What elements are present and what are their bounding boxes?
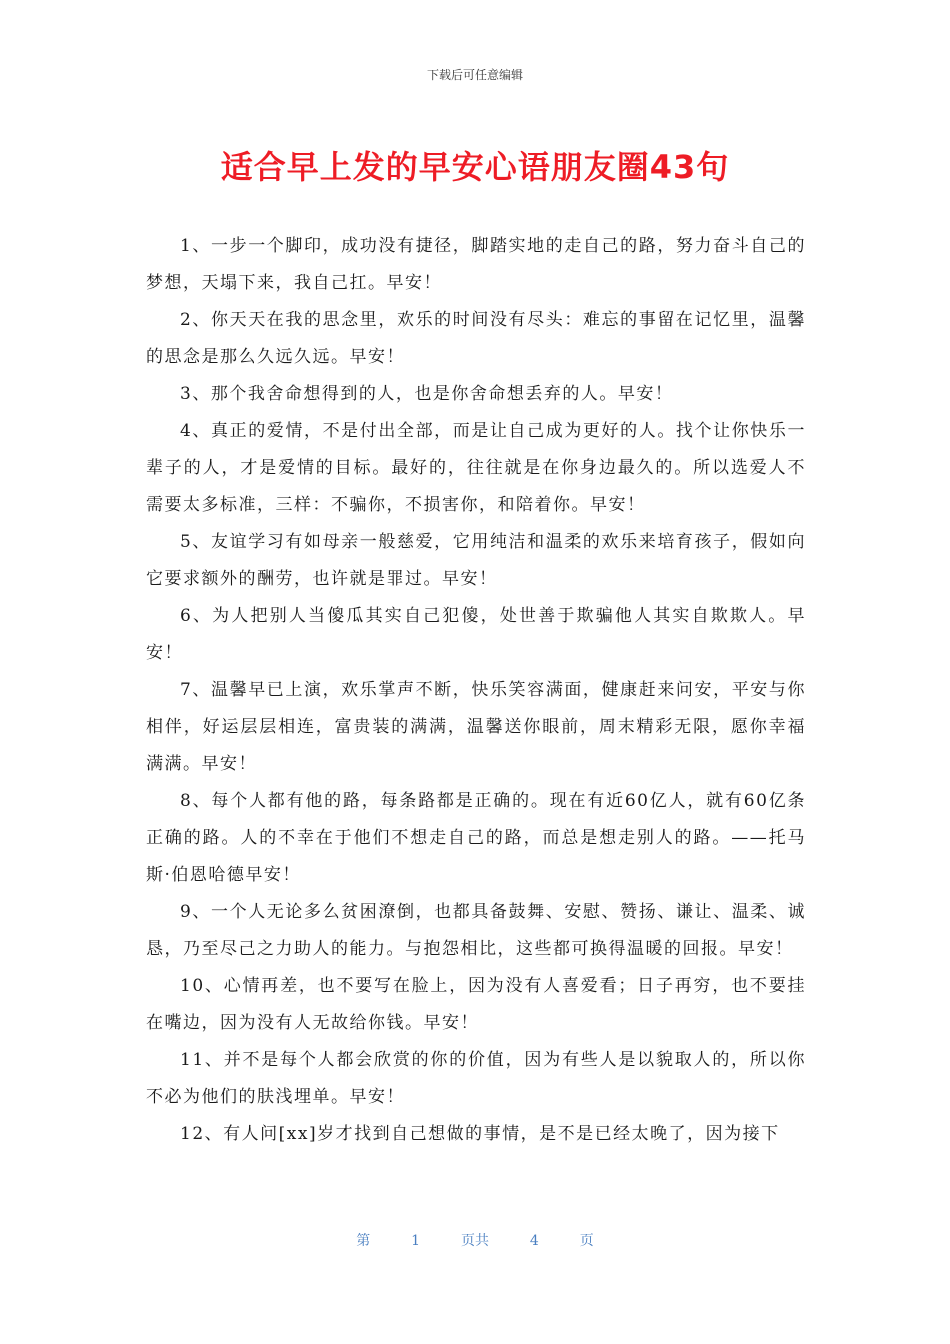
footer-total-pages: 4	[529, 1233, 539, 1249]
paragraph-1: 1、一步一个脚印，成功没有捷径，脚踏实地的走自己的路，努力奋斗自己的梦想，天塌下来，我自己扛。早安！	[146, 236, 806, 293]
footer-suffix: 页	[579, 1233, 594, 1249]
paragraph-12: 12、有人问[xx]岁才找到自己想做的事情，是不是已经太晚了，因为接下	[180, 1124, 780, 1144]
page-footer	[0, 1230, 950, 1250]
paragraph-6: 6、为人把别人当傻瓜其实自己犯傻，处世善于欺骗他人其实自欺欺人。早安！	[146, 606, 806, 663]
paragraph-7: 7、温馨早已上演，欢乐掌声不断，快乐笑容满面，健康赶来问安，平安与你相伴，好运层层相连，富贵装的满满，温馨送你眼前，周末精彩无限，愿你幸福满满。早安！	[146, 680, 806, 774]
paragraph-10: 10、心情再差，也不要写在脸上，因为没有人喜爱看；日子再穷，也不要挂在嘴边，因为没有人无故给你钱。早安！	[146, 976, 806, 1033]
paragraph-2: 2、你天天在我的思念里，欢乐的时间没有尽头：难忘的事留在记忆里，温馨的思念是那么久远久远。早安！	[146, 310, 806, 367]
paragraph-5: 5、友谊学习有如母亲一般慈爱，它用纯洁和温柔的欢乐来培育孩子，假如向它要求额外的酬劳，也许就是罪过。早安！	[146, 532, 806, 589]
paragraph-9: 9、一个人无论多么贫困潦倒，也都具备鼓舞、安慰、赞扬、谦让、温柔、诚恳，乃至尽己之力助人的能力。与抱怨相比，这些都可换得温暖的回报。早安！	[146, 902, 806, 959]
paragraph-4: 4、真正的爱情，不是付出全部，而是让自己成为更好的人。找个让你快乐一辈子的人，才是爱情的目标。最好的，往往就是在你身边最久的。所以选爱人不需要太多标准，三样：不骗你，不损害你，和陪着你。早安！	[146, 421, 806, 515]
footer-prefix: 第	[356, 1233, 371, 1249]
paragraph-8: 8、每个人都有他的路，每条路都是正确的。现在有近60亿人，就有60亿条正确的路。人的不幸在于他们不想走自己的路，而总是想走别人的路。——托马斯·伯恩哈德早安！	[146, 791, 806, 885]
footer-middle: 页共	[461, 1233, 489, 1249]
footer-current-page: 1	[411, 1233, 421, 1249]
document-title: 适合早上发的早安心语朋友圈43句	[220, 148, 730, 186]
page-header-note: 下载后可任意编辑	[426, 68, 523, 82]
paragraph-11: 11、并不是每个人都会欣赏的你的价值，因为有些人是以貌取人的，所以你不必为他们的肤浅埋单。早安！	[146, 1050, 806, 1107]
paragraph-3: 3、那个我舍命想得到的人，也是你舍命想丢弃的人。早安！	[180, 384, 674, 404]
document-body	[146, 228, 806, 1153]
